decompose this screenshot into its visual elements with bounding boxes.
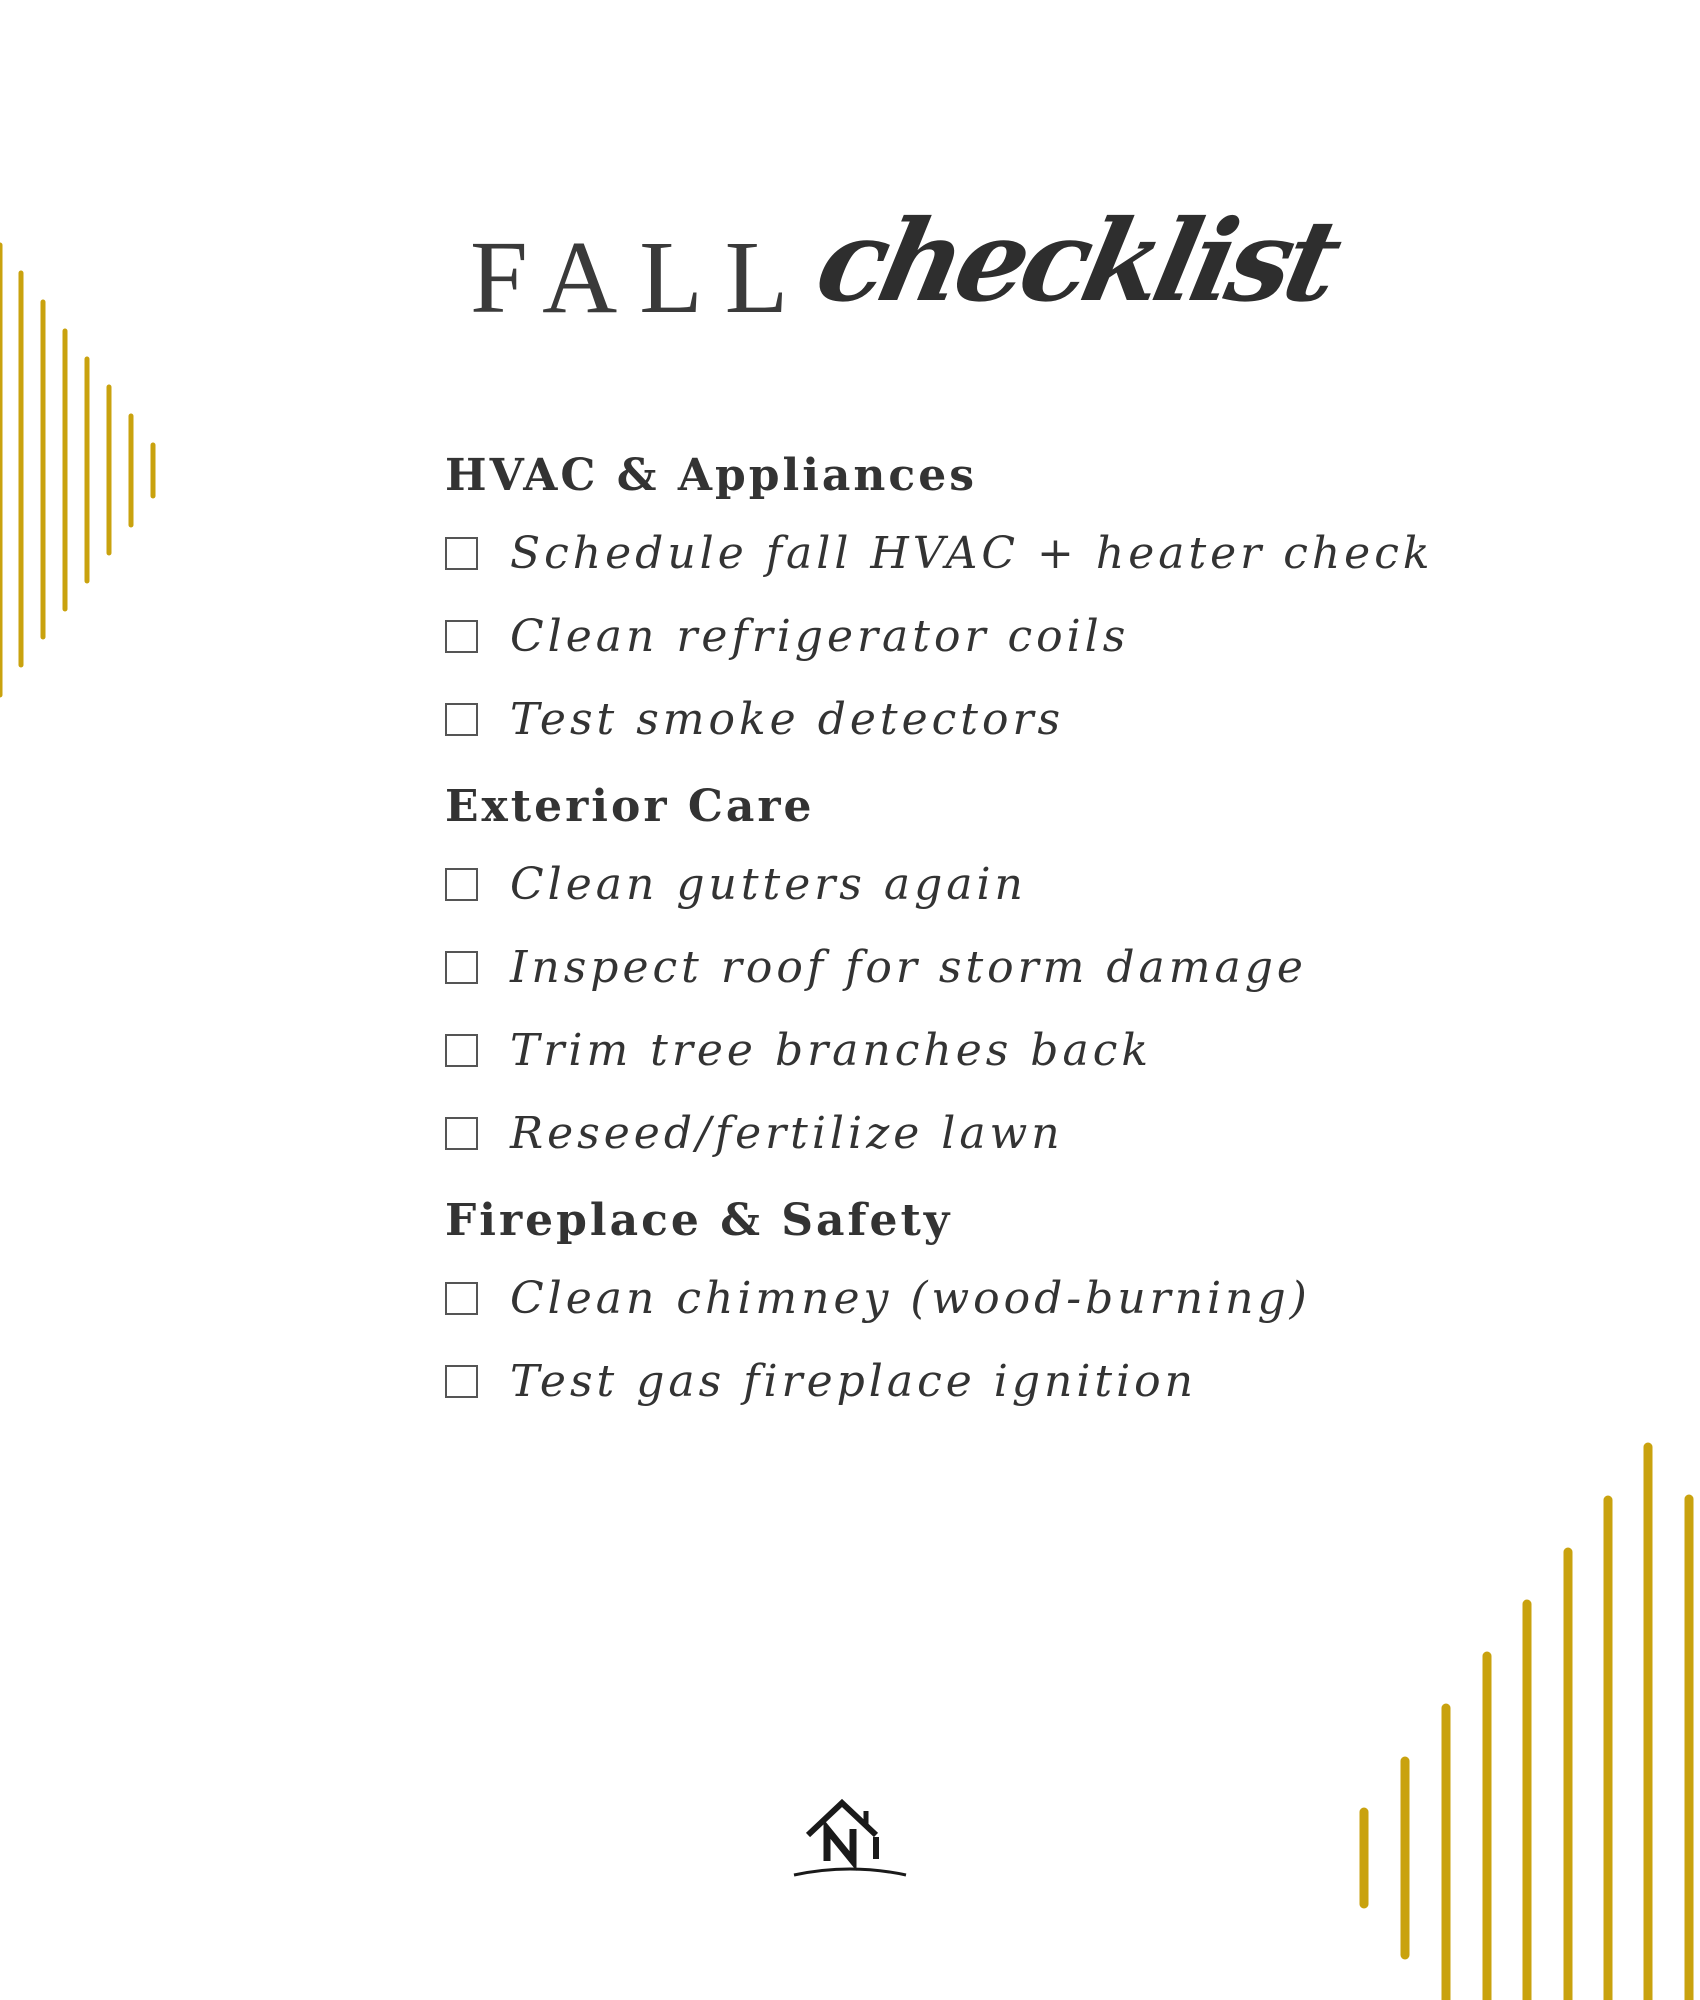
checkbox[interactable] <box>445 1365 478 1398</box>
checklist-item[interactable] <box>445 1257 1445 1340</box>
house-n-logo-icon <box>790 1775 910 1885</box>
checkbox[interactable] <box>445 951 478 984</box>
checklist-item-label: Reseed/fertilize lawn <box>510 1108 1064 1159</box>
checklist-item[interactable] <box>445 1092 1445 1175</box>
checkbox[interactable] <box>445 1034 478 1067</box>
checkbox[interactable] <box>445 868 478 901</box>
checklist-item[interactable] <box>445 1009 1445 1092</box>
checklist-item-label: Inspect roof for storm damage <box>510 942 1307 993</box>
checkbox[interactable] <box>445 703 478 736</box>
section-hvac-appliances <box>445 440 1445 761</box>
checkbox[interactable] <box>445 1282 478 1315</box>
checklist-item[interactable] <box>445 512 1445 595</box>
section-exterior-care <box>445 771 1445 1175</box>
left-lines-decor <box>0 245 153 695</box>
section-heading: HVAC & Appliances <box>445 450 977 501</box>
title-script: checklist <box>806 196 1347 327</box>
right-lines-decor <box>1364 1447 1689 2000</box>
section-fireplace-safety <box>445 1185 1445 1423</box>
checkbox[interactable] <box>445 1117 478 1150</box>
checklist-item-label: Trim tree branches back <box>510 1025 1152 1076</box>
checklist-item[interactable] <box>445 678 1445 761</box>
section-heading: Exterior Care <box>445 781 815 832</box>
checklist-item[interactable] <box>445 1340 1445 1423</box>
title-main: FALL <box>470 220 811 335</box>
checkbox[interactable] <box>445 620 478 653</box>
page-title <box>470 196 1347 380</box>
checkbox[interactable] <box>445 537 478 570</box>
checklist-item[interactable] <box>445 926 1445 1009</box>
checklist-item-label: Test smoke detectors <box>510 694 1065 745</box>
checklist-item[interactable] <box>445 595 1445 678</box>
checklist-item-label: Test gas fireplace ignition <box>510 1356 1197 1407</box>
checklist-item-label: Clean gutters again <box>510 859 1027 910</box>
section-heading: Fireplace & Safety <box>445 1195 953 1246</box>
checklist-item[interactable] <box>445 843 1445 926</box>
checklist-item-label: Schedule fall HVAC + heater check <box>510 528 1434 579</box>
checklist-item-label: Clean refrigerator coils <box>510 611 1130 662</box>
checklist-item-label: Clean chimney (wood-burning) <box>510 1273 1311 1324</box>
checklist <box>445 440 1445 1423</box>
